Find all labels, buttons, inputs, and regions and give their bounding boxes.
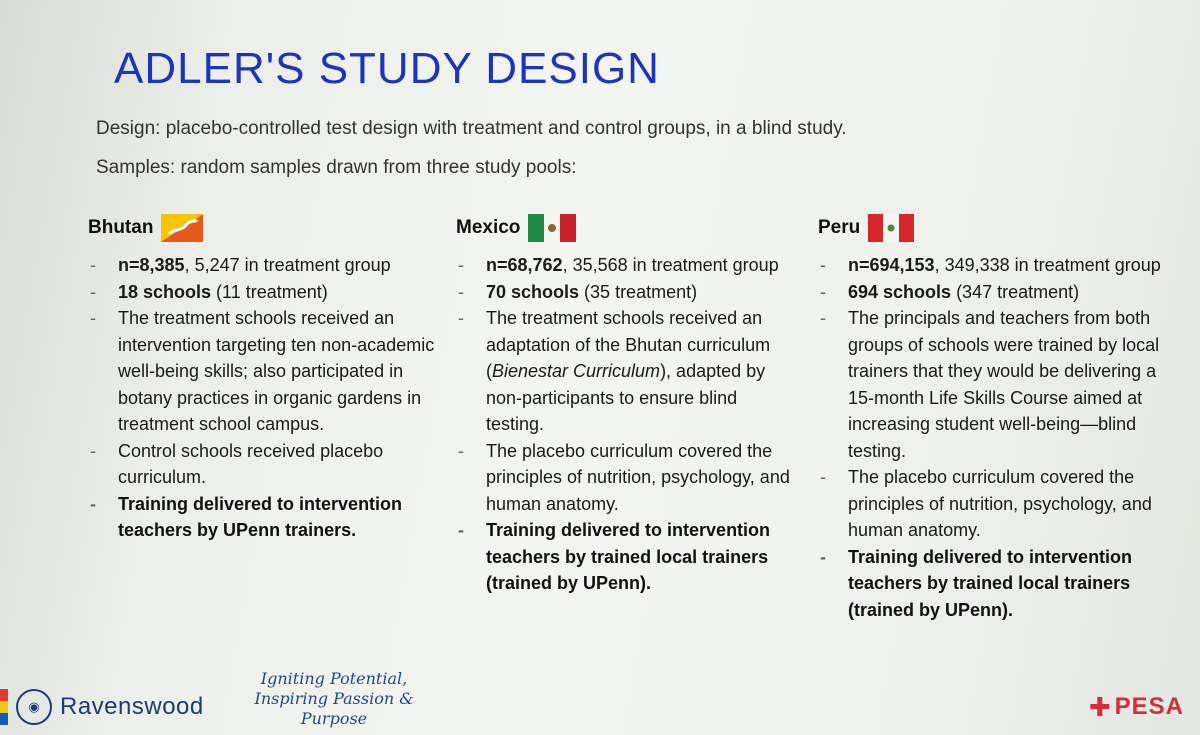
list-item: - n=8,385, 5,247 in treatment group xyxy=(88,252,450,279)
samples-line: Samples: random samples drawn from three study pools: xyxy=(96,157,577,178)
country-name: Mexico xyxy=(456,217,521,238)
list-item: - The placebo curriculum covered the principles of nutrition, psychology, and human anatomy. xyxy=(818,464,1168,544)
ravenswood-seal-icon: ◉ xyxy=(16,689,52,725)
pesa-logo xyxy=(1089,693,1184,721)
list-item: - Control schools received placebo curriculum. xyxy=(88,438,450,491)
column-header xyxy=(88,210,450,246)
brand-name: Ravenswood xyxy=(60,693,204,720)
country-name: Peru xyxy=(818,217,861,238)
peru-flag-icon xyxy=(868,214,914,242)
footer-logo xyxy=(0,689,204,725)
column-header xyxy=(456,210,796,246)
list-item: - The treatment schools received an intervention targeting ten non-academic well-being skills; also participated in botany practices in organic gardens in treatment school campus. xyxy=(88,305,450,438)
peru-list xyxy=(818,252,1168,623)
list-item: - Training delivered to intervention teachers by trained local trainers (trained by UPenn). xyxy=(818,544,1168,624)
column-header xyxy=(818,210,1168,246)
list-item: - Training delivered to intervention teachers by trained local trainers (trained by UPenn). xyxy=(456,517,796,597)
column-bhutan xyxy=(88,210,450,544)
list-item: - Training delivered to intervention teachers by UPenn trainers. xyxy=(88,491,450,544)
country-name: Bhutan xyxy=(88,217,154,238)
column-peru xyxy=(818,210,1168,623)
list-item: - The principals and teachers from both groups of schools were trained by local trainers that they would be delivering a 15-month Life Skills Course aimed at increasing student well-being—blind testing. xyxy=(818,305,1168,464)
mexico-flag-icon xyxy=(528,214,576,242)
flag-ribbon-icon xyxy=(0,689,8,725)
list-item: - n=694,153, 349,338 in treatment group xyxy=(818,252,1168,279)
list-item: - 18 schools (11 treatment) xyxy=(88,279,450,306)
pesa-wordmark: PESA xyxy=(1114,693,1184,720)
list-item: - n=68,762, 35,568 in treatment group xyxy=(456,252,796,279)
list-item: - 70 schools (35 treatment) xyxy=(456,279,796,306)
slide-title: ADLER'S STUDY DESIGN xyxy=(114,44,660,93)
tagline: Igniting Potential, Inspiring Passion & Purpose xyxy=(254,669,414,728)
column-mexico xyxy=(456,210,796,597)
pesa-cross-icon: ✚ xyxy=(1088,692,1111,722)
bhutan-flag-icon xyxy=(161,214,203,242)
design-line: Design: placebo-controlled test design with treatment and control groups, in a blind study. xyxy=(96,118,847,139)
list-item: - 694 schools (347 treatment) xyxy=(818,279,1168,306)
mexico-list xyxy=(456,252,796,597)
list-item: - The placebo curriculum covered the principles of nutrition, psychology, and human anatomy. xyxy=(456,438,796,518)
list-item: - The treatment schools received an adaptation of the Bhutan curriculum (Bienestar Curriculum), adapted by non-participants to ensure blind testing. xyxy=(456,305,796,438)
bhutan-list xyxy=(88,252,450,544)
